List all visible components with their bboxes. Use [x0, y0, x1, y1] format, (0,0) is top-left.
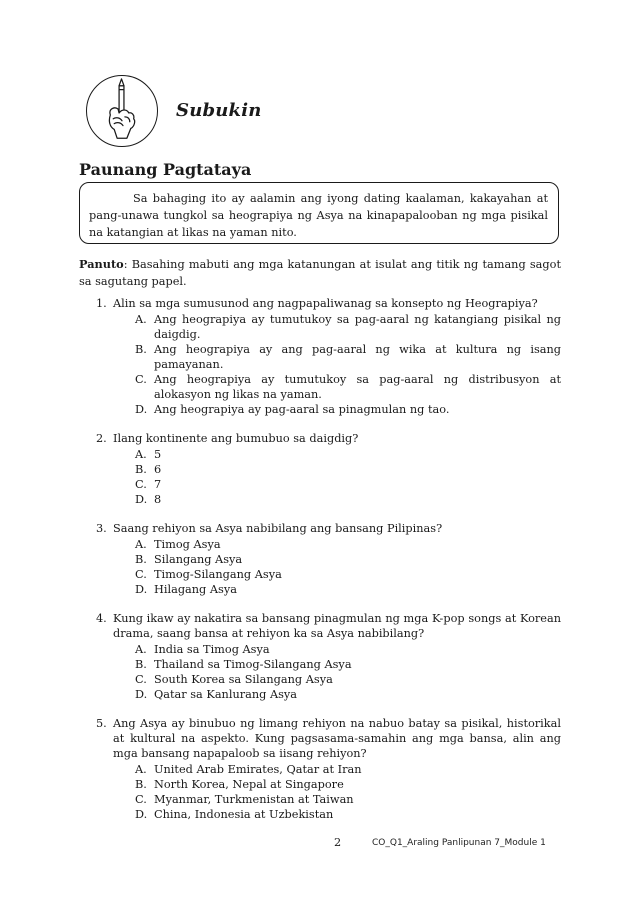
choice-d	[135, 687, 561, 702]
module-label: CO_Q1_Araling Panlipunan 7_Module 1	[372, 838, 546, 848]
choice-text: North Korea, Nepal at Singapore	[154, 778, 344, 791]
choice-letter: A.	[135, 448, 147, 461]
choice-b	[135, 342, 561, 372]
choice-b	[135, 777, 561, 792]
choice-letter: B.	[135, 553, 147, 566]
question-text: Saang rehiyon sa Asya nabibilang ang bansang Pilipinas?	[113, 522, 443, 535]
choice-text: 8	[154, 493, 162, 506]
choice-letter: D.	[135, 403, 148, 416]
choice-d	[135, 582, 561, 597]
choice-letter: B.	[135, 463, 147, 476]
question-5	[96, 716, 561, 822]
question-4	[96, 611, 561, 702]
choice-a	[135, 762, 561, 777]
page-number: 2	[334, 836, 342, 849]
choice-text: 6	[154, 463, 162, 476]
choice-d	[135, 807, 561, 822]
choice-letter: D.	[135, 493, 148, 506]
choice-letter: B.	[135, 658, 147, 671]
question-text: Ang Asya ay binubuo ng limang rehiyon na nabuo batay sa pisikal, historikal at kultural na aspekto. Kung pagsasama-samahin ang mga bansa, alin ang mga bansang napapaloob sa iisang rehiyon?	[113, 717, 561, 760]
choice-a	[135, 312, 561, 342]
choice-d	[135, 492, 561, 507]
choice-letter: D.	[135, 808, 148, 821]
choice-letter: C.	[135, 673, 147, 686]
choice-letter: C.	[135, 478, 147, 491]
choice-text: Ang heograpiya ay tumutukoy sa pag-aaral ng katangiang pisikal ng daigdig.	[154, 313, 561, 341]
question-number: 1.	[96, 297, 107, 310]
choice-b	[135, 657, 561, 672]
section-title: Subukin	[176, 100, 262, 121]
choice-text: 7	[154, 478, 162, 491]
subheading: Paunang Pagtataya	[79, 160, 252, 179]
question-text: Ilang kontinente ang bumubuo sa daigdig?	[113, 432, 359, 445]
choice-letter: D.	[135, 583, 148, 596]
choice-text: Hilagang Asya	[154, 583, 237, 596]
question-text: Kung ikaw ay nakatira sa bansang pinagmulan ng mga K-pop songs at Korean drama, saang bansa at rehiyon ka sa Asya nabibilang?	[113, 612, 561, 640]
choice-list	[135, 642, 561, 702]
intro-box	[79, 182, 559, 244]
choice-c	[135, 372, 561, 402]
choice-text: Timog-Silangang Asya	[154, 568, 282, 581]
choice-letter: C.	[135, 568, 147, 581]
choice-c	[135, 792, 561, 807]
choice-text: Thailand sa Timog-Silangang Asya	[154, 658, 352, 671]
choice-a	[135, 642, 561, 657]
choice-text: United Arab Emirates, Qatar at Iran	[154, 763, 362, 776]
choice-letter: A.	[135, 313, 147, 326]
choice-list	[135, 312, 561, 417]
choice-letter: A.	[135, 763, 147, 776]
choice-a	[135, 537, 561, 552]
question-number: 4.	[96, 612, 107, 625]
choice-letter: B.	[135, 778, 147, 791]
choice-text: South Korea sa Silangang Asya	[154, 673, 333, 686]
choice-c	[135, 477, 561, 492]
question-list	[96, 296, 561, 836]
choice-text: Qatar sa Kanlurang Asya	[154, 688, 298, 701]
choice-text: Myanmar, Turkmenistan at Taiwan	[154, 793, 354, 806]
choice-text: Ang heograpiya ay ang pag-aaral ng wika at kultura ng isang pamayanan.	[154, 343, 561, 371]
choice-letter: D.	[135, 688, 148, 701]
choice-letter: A.	[135, 643, 147, 656]
directions-label: Panuto	[79, 257, 124, 271]
choice-letter: B.	[135, 343, 147, 356]
choice-text: China, Indonesia at Uzbekistan	[154, 808, 334, 821]
choice-text: Timog Asya	[154, 538, 221, 551]
question-number: 5.	[96, 717, 107, 730]
choice-d	[135, 402, 561, 417]
choice-text: India sa Timog Asya	[154, 643, 270, 656]
choice-b	[135, 462, 561, 477]
choice-list	[135, 447, 561, 507]
choice-c	[135, 672, 561, 687]
intro-text: Sa bahaging ito ay aalamin ang iyong dating kaalaman, kakayahan at pang-unawa tungkol sa heograpiya ng Asya na kinapapalooban ng mga pisikal na katangian at likas na yaman nito.	[89, 192, 548, 239]
question-number: 3.	[96, 522, 107, 535]
choice-letter: C.	[135, 793, 147, 806]
choice-b	[135, 552, 561, 567]
question-text: Alin sa mga sumusunod ang nagpapaliwanag sa konsepto ng Heograpiya?	[113, 297, 538, 310]
question-3	[96, 521, 561, 597]
question-1	[96, 296, 561, 417]
directions-text: : Basahing mabuti ang mga katanungan at isulat ang titik ng tamang sagot sa sagutang papel.	[79, 258, 561, 288]
directions	[79, 256, 561, 290]
choice-c	[135, 567, 561, 582]
choice-letter: C.	[135, 373, 147, 386]
question-2	[96, 431, 561, 507]
choice-text: Ang heograpiya ay tumutukoy sa pag-aaral ng distribusyon at alokasyon ng likas na yaman.	[154, 373, 561, 401]
choice-text: 5	[154, 448, 162, 461]
choice-text: Silangang Asya	[154, 553, 243, 566]
choice-list	[135, 762, 561, 822]
choice-a	[135, 447, 561, 462]
choice-letter: A.	[135, 538, 147, 551]
hand-holding-pencil-icon	[86, 75, 158, 147]
choice-text: Ang heograpiya ay pag-aaral sa pinagmulan ng tao.	[154, 403, 450, 416]
question-number: 2.	[96, 432, 107, 445]
choice-list	[135, 537, 561, 597]
